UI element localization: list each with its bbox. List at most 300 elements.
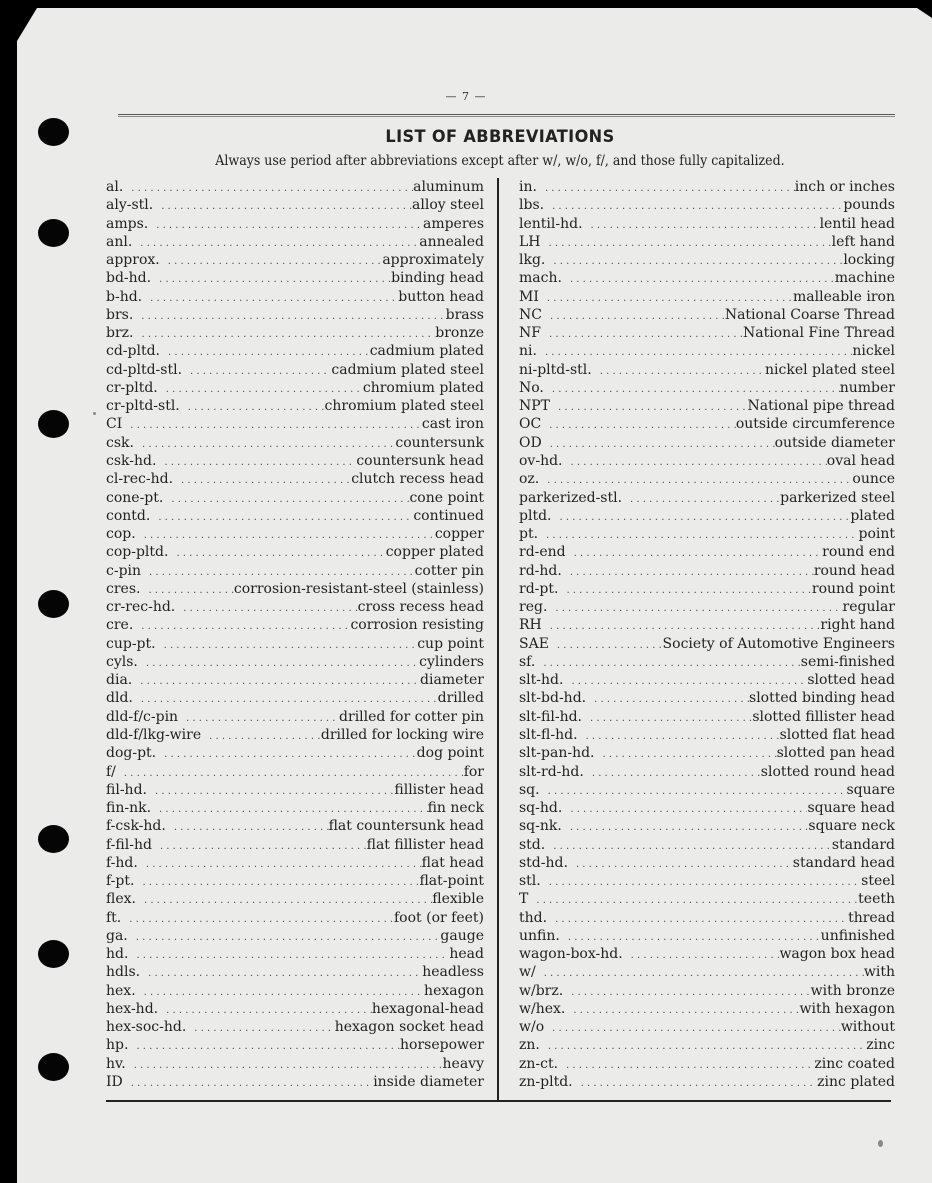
dot-leader [174,819,329,837]
abbreviation-row [106,890,484,908]
paper-speck [93,412,96,415]
abbreviation: f/ [106,763,116,780]
abbreviation-row [106,1000,484,1018]
abbreviation-row [519,397,895,415]
abbreviation: rd-end [519,544,566,561]
dot-leader [546,527,858,545]
abbreviation-row [106,653,484,671]
abbreviation: CI [106,416,123,433]
meaning: aluminum [413,179,484,195]
dot-leader [176,545,385,563]
abbreviation: csk. [106,434,134,451]
abbreviation-row [519,726,895,744]
abbreviation-row [519,196,895,214]
abbreviation-row [106,233,484,251]
abbreviation-row [106,836,484,854]
abbreviation-row [106,671,484,689]
header-rule [118,114,895,117]
abbreviation: std-hd. [519,854,568,871]
abbreviation-row [106,945,484,963]
abbreviation-row [106,616,484,634]
dot-leader [555,911,848,929]
dot-leader [146,655,419,673]
abbreviation: slt-rd-hd. [519,763,584,780]
abbreviation: cr-pltd-stl. [106,398,180,415]
dot-leader [131,180,413,198]
dot-leader [536,892,858,910]
binder-hole-icon [38,825,69,853]
dot-leader [140,235,419,253]
meaning: hexagon socket head [334,1019,484,1036]
abbreviation-row [106,434,484,452]
abbreviation: RH [519,617,542,634]
dot-leader [136,1038,400,1056]
abbreviation: bd-hd. [106,270,152,287]
meaning: inch or inches [794,179,895,195]
dot-leader [194,1020,334,1038]
abbreviation-row [519,507,895,525]
abbreviation: cl-rec-hd. [106,471,174,488]
abbreviation: al. [106,179,124,195]
meaning: with bronze [810,982,895,999]
meaning: drilled for cotter pin [339,708,484,725]
meaning: malleable iron [793,288,895,305]
abbreviation: OD [519,434,542,451]
dot-leader [140,673,420,691]
abbreviation-row [519,215,895,233]
dot-leader [566,582,811,600]
abbreviation-row [106,269,484,287]
abbreviation-row [519,525,895,543]
dot-leader [549,235,832,253]
dot-leader [586,728,780,746]
abbreviation: ft. [106,909,122,926]
dot-leader [630,491,780,509]
dot-leader [555,600,842,618]
abbreviation: fil-hd. [106,781,147,798]
page-number: — 7 — [445,90,487,103]
dot-leader [209,728,321,746]
abbreviation-row [106,781,484,799]
dot-leader [130,417,422,435]
abbreviation: unfin. [519,927,560,944]
meaning: unfinished [820,927,895,944]
abbreviation-row [106,470,484,488]
meaning: annealed [419,233,484,250]
abbreviation: anl. [106,233,133,250]
abbreviation: dld-f/c-pin [106,708,179,725]
meaning: right hand [820,617,895,634]
meaning: nickel [852,343,895,360]
dot-leader [181,472,351,490]
meaning: button head [398,288,484,305]
abbreviation: in. [519,179,537,195]
abbreviation: cr-rec-hd. [106,599,176,616]
abbreviation-row [106,361,484,379]
abbreviation: cd-pltd. [106,343,161,360]
meaning: corrosion resisting [350,617,484,634]
abbreviation: mach. [519,270,562,287]
meaning: square [846,781,895,798]
meaning: outside circumference [735,416,895,433]
dot-leader [188,399,325,417]
abbreviation-row [106,580,484,598]
abbreviation-row [519,1073,895,1091]
abbreviation-row [519,342,895,360]
abbreviation-row [519,616,895,634]
abbreviation-row [106,196,484,214]
meaning: zinc plated [817,1074,895,1091]
abbreviation-row [519,1018,895,1036]
abbreviation: f-hd. [106,854,138,871]
abbreviation: f-fil-hd [106,836,152,853]
abbreviation: cup-pt. [106,635,156,652]
meaning: outside diameter [774,434,895,451]
abbreviation-row [106,799,484,817]
meaning: dog point [416,745,484,762]
abbreviation-row [519,872,895,890]
dot-leader [142,874,419,892]
meaning: flat fillister head [366,836,484,853]
dot-leader [171,491,409,509]
abbreviation: dog-pt. [106,745,157,762]
footer-rule [106,1100,891,1102]
abbreviation-row [519,1055,895,1073]
dot-leader [570,819,809,837]
meaning: square neck [808,818,895,835]
abbreviation: csk-hd. [106,452,157,469]
dot-leader [549,874,861,892]
meaning: square head [807,800,895,817]
meaning: pounds [843,197,895,214]
dot-leader [144,892,432,910]
left-column [106,178,484,1091]
abbreviation-row [519,580,895,598]
dot-leader [571,454,827,472]
dot-leader [570,801,807,819]
abbreviation: brz. [106,325,134,342]
meaning: clutch recess head [351,471,484,488]
meaning: flexible [432,891,484,908]
meaning: Society of Automotive Engineers [662,635,895,652]
meaning: lentil head [819,215,895,232]
abbreviation: stl. [519,873,541,890]
abbreviation-row [106,507,484,525]
dot-leader [553,838,832,856]
meaning: brass [445,306,484,323]
meaning: amperes [422,215,484,232]
binder-hole-icon [38,590,69,618]
binder-hole-icon [38,940,69,968]
abbreviation-row [519,452,895,470]
abbreviation-row [519,653,895,671]
dot-leader [573,1002,799,1020]
dot-leader [190,363,331,381]
abbreviation-row [106,525,484,543]
abbreviation-row [106,342,484,360]
meaning: National pipe thread [747,398,895,415]
meaning: standard [831,836,895,853]
abbreviation-row [106,963,484,981]
dot-leader [553,253,843,271]
meaning: gauge [440,927,484,944]
binder-hole-icon [38,1053,69,1081]
abbreviation: aly-stl. [106,197,154,214]
meaning: for [463,763,484,780]
abbreviation: SAE [519,635,549,652]
meaning: cadmium plated [369,343,484,360]
abbreviation: hv. [106,1055,126,1072]
meaning: horsepower [400,1037,484,1054]
abbreviation: No. [519,379,544,396]
abbreviation-row [106,744,484,762]
abbreviation-row [519,781,895,799]
meaning: flat countersunk head [328,818,484,835]
abbreviation-row [106,306,484,324]
dot-leader [160,838,367,856]
meaning: without [840,1019,895,1036]
dot-leader [574,545,823,563]
abbreviation: lkg. [519,252,546,269]
abbreviation: ga. [106,927,128,944]
dot-leader [164,454,356,472]
binder-hole-icon [38,410,69,438]
abbreviation: sq. [519,781,540,798]
abbreviation: ni-pltd-stl. [519,361,592,378]
meaning: heavy [442,1055,484,1072]
abbreviation: f-csk-hd. [106,818,166,835]
dot-leader [603,746,777,764]
abbreviation: b-hd. [106,288,143,305]
meaning: diameter [420,672,484,689]
abbreviation: ov-hd. [519,452,563,469]
abbreviation-row [519,945,895,963]
abbreviation: wagon-box-hd. [519,946,623,963]
abbreviation: NF [519,325,541,342]
abbreviation-row [519,288,895,306]
meaning: cotter pin [414,562,484,579]
abbreviation-row [519,598,895,616]
abbreviation: slt-fl-hd. [519,726,578,743]
dot-leader [581,1075,818,1093]
meaning: with hexagon [799,1000,895,1017]
abbreviation-row [106,927,484,945]
dot-leader [600,363,765,381]
meaning: inside diameter [373,1074,484,1091]
dot-leader [168,253,383,271]
abbreviation-row [106,817,484,835]
abbreviation-row [519,909,895,927]
dot-leader [571,984,810,1002]
abbreviation-row [519,489,895,507]
abbreviation: f-pt. [106,873,135,890]
dot-leader [591,217,820,235]
meaning: ounce [852,471,895,488]
meaning: National Coarse Thread [724,306,895,323]
dot-leader [552,1020,841,1038]
abbreviation-row [106,379,484,397]
abbreviation: zn. [519,1037,540,1054]
meaning: round point [811,580,895,597]
abbreviation: cr-pltd. [106,379,158,396]
abbreviation: pltd. [519,507,552,524]
meaning: slotted head [807,672,895,689]
abbreviation: hd. [106,946,129,963]
meaning: round end [822,544,895,561]
meaning: zinc coated [814,1055,895,1072]
dot-leader [558,399,747,417]
meaning: flat head [421,854,484,871]
meaning: machine [834,270,895,287]
meaning: slotted flat head [779,726,895,743]
abbreviation: std. [519,836,546,853]
abbreviation: c-pin [106,562,142,579]
abbreviation: amps. [106,215,149,232]
dot-leader [566,1057,814,1075]
abbreviation-row [106,415,484,433]
abbreviation-row [519,233,895,251]
abbreviation-row [106,1073,484,1091]
meaning: plated [850,507,895,524]
meaning: slotted fillister head [752,708,895,725]
abbreviation: w/o [519,1019,545,1036]
abbreviation: MI [519,288,539,305]
meaning: National Fine Thread [742,325,895,342]
abbreviation: dia. [106,672,133,689]
abbreviation-row [106,635,484,653]
abbreviation-row [106,543,484,561]
meaning: nickel plated steel [765,361,895,378]
meaning: countersunk head [356,452,484,469]
abbreviation: OC [519,416,542,433]
meaning: zinc [866,1037,895,1054]
dot-leader [590,710,752,728]
meaning: point [858,526,895,543]
abbreviation-row [519,927,895,945]
abbreviation-row [106,598,484,616]
abbreviation-row [519,178,895,196]
abbreviation: cres. [106,580,141,597]
meaning: headless [422,964,484,981]
abbreviation: NPT [519,398,551,415]
abbreviation: approx. [106,252,160,269]
abbreviation-row [519,817,895,835]
abbreviation: cone-pt. [106,489,164,506]
abbreviation-row [106,452,484,470]
meaning: chromium plated steel [324,398,484,415]
meaning: standard head [792,854,895,871]
meaning: head [449,946,484,963]
dot-leader [545,180,795,198]
meaning: thread [848,909,895,926]
meaning: cone point [409,489,484,506]
dot-leader [549,326,743,344]
abbreviation-row [519,671,895,689]
meaning: cup point [417,635,484,652]
abbreviation: lentil-hd. [519,215,583,232]
meaning: steel [861,873,895,890]
meaning: bronze [435,325,484,342]
meaning: parkerized steel [780,489,895,506]
meaning: flat-point [419,873,484,890]
abbreviation: zn-pltd. [519,1074,573,1091]
dot-leader [158,509,413,527]
abbreviation-row [519,708,895,726]
dot-leader [129,911,394,929]
meaning: continued [413,507,484,524]
dot-leader [552,198,843,216]
meaning: hexagon [424,982,484,999]
dot-leader [164,746,417,764]
dot-leader [136,947,449,965]
abbreviation-row [106,708,484,726]
right-column [519,178,895,1091]
abbreviation-row [106,251,484,269]
abbreviation: cre. [106,617,134,634]
abbreviation-row [519,1036,895,1054]
dot-leader [543,655,800,673]
meaning: approximately [382,252,484,269]
abbreviation-row [519,799,895,817]
meaning: slotted round head [760,763,895,780]
abbreviation-row [106,854,484,872]
dot-leader [631,947,780,965]
dot-leader [155,783,394,801]
abbreviation-row [106,909,484,927]
abbreviation: cd-pltd-stl. [106,361,183,378]
meaning: regular [842,599,895,616]
meaning: hexagonal-head [371,1000,484,1017]
abbreviation-row [519,306,895,324]
abbreviation-row [519,854,895,872]
abbreviation-row [106,1055,484,1073]
abbreviation-row [519,689,895,707]
abbreviation-row [519,744,895,762]
abbreviation-row [106,178,484,196]
abbreviation-row [106,982,484,1000]
abbreviation: slt-hd. [519,672,564,689]
meaning: cadmium plated steel [331,361,484,378]
meaning: with [863,964,895,981]
abbreviation-row [106,763,484,781]
meaning: alloy steel [412,197,484,214]
abbreviation-row [519,379,895,397]
abbreviation: contd. [106,507,151,524]
abbreviation: w/brz. [519,982,564,999]
abbreviation: hex-hd. [106,1000,159,1017]
meaning: chromium plated [362,379,484,396]
abbreviation: parkerized-stl. [519,489,623,506]
meaning: binding head [391,270,484,287]
abbreviation: slt-fil-hd. [519,708,582,725]
abbreviation: oz. [519,471,540,488]
abbreviation-row [519,982,895,1000]
abbreviation: sf. [519,653,536,670]
abbreviation-row [519,470,895,488]
abbreviation-row [106,397,484,415]
meaning: cast iron [421,416,484,433]
dot-leader [136,929,441,947]
paper-speck [878,1140,883,1147]
abbreviation-row [106,215,484,233]
abbreviation: rd-hd. [519,562,562,579]
page-subtitle: Always use period after abbreviations except after w/, w/o, f/, and those fully capitalized. [215,153,785,169]
abbreviation-row [519,1000,895,1018]
abbreviation-row [106,726,484,744]
abbreviation: hdls. [106,964,141,981]
dot-leader [594,691,749,709]
abbreviation-row [106,689,484,707]
